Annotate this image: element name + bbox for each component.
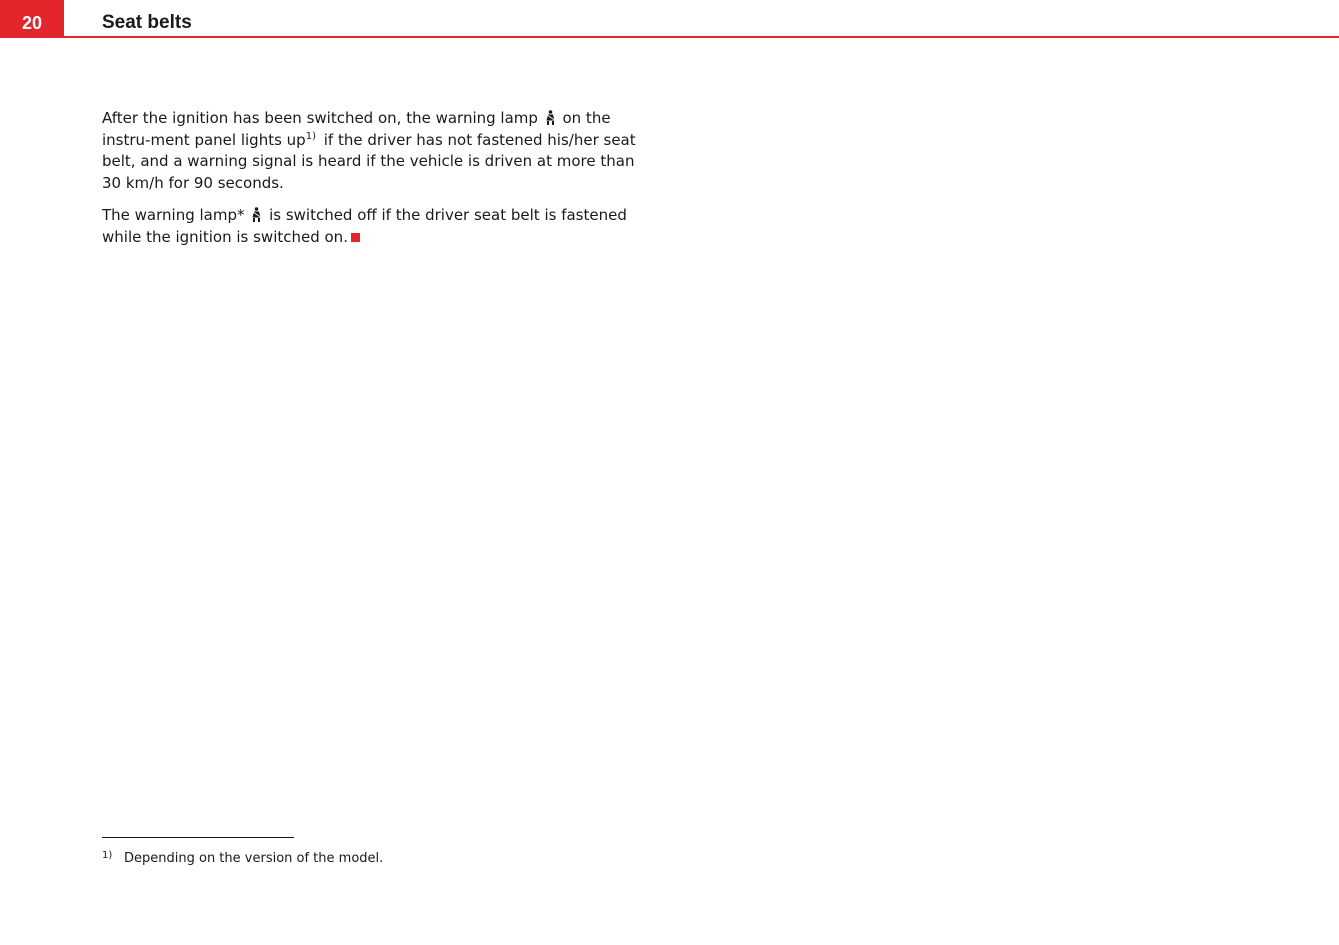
section-end-square-icon — [351, 233, 360, 242]
paragraph-2-part2: is switched off if the driver seat belt is fastened while the ignition is switched on. — [102, 206, 627, 246]
header-rule — [64, 36, 1339, 38]
paragraph-1 — [102, 108, 647, 194]
paragraph-1-part3: if the driver has not fastened his/her seat belt, and a warning signal is heard if the vehicle is driven at more than 30 km/h for 90 seconds. — [102, 130, 636, 192]
seatbelt-warning-icon — [251, 207, 262, 222]
page-title: Seat belts — [102, 12, 192, 33]
footnote-marker: 1) — [102, 850, 113, 861]
paragraph-2 — [102, 205, 647, 248]
paragraph-1-part2: on the instru-ment panel lights up — [102, 109, 611, 149]
paragraph-2-part1: The warning lamp* — [102, 206, 245, 224]
paragraph-1-part1: After the ignition has been switched on, the warning lamp — [102, 109, 538, 127]
footnote-text: Depending on the version of the model. — [124, 851, 384, 866]
seatbelt-warning-icon — [545, 110, 556, 125]
page-number: 20 — [0, 0, 64, 38]
footnote-rule — [102, 837, 294, 838]
footnote-reference: 1) — [305, 130, 316, 142]
body-text — [102, 108, 647, 259]
footnote — [102, 850, 383, 866]
